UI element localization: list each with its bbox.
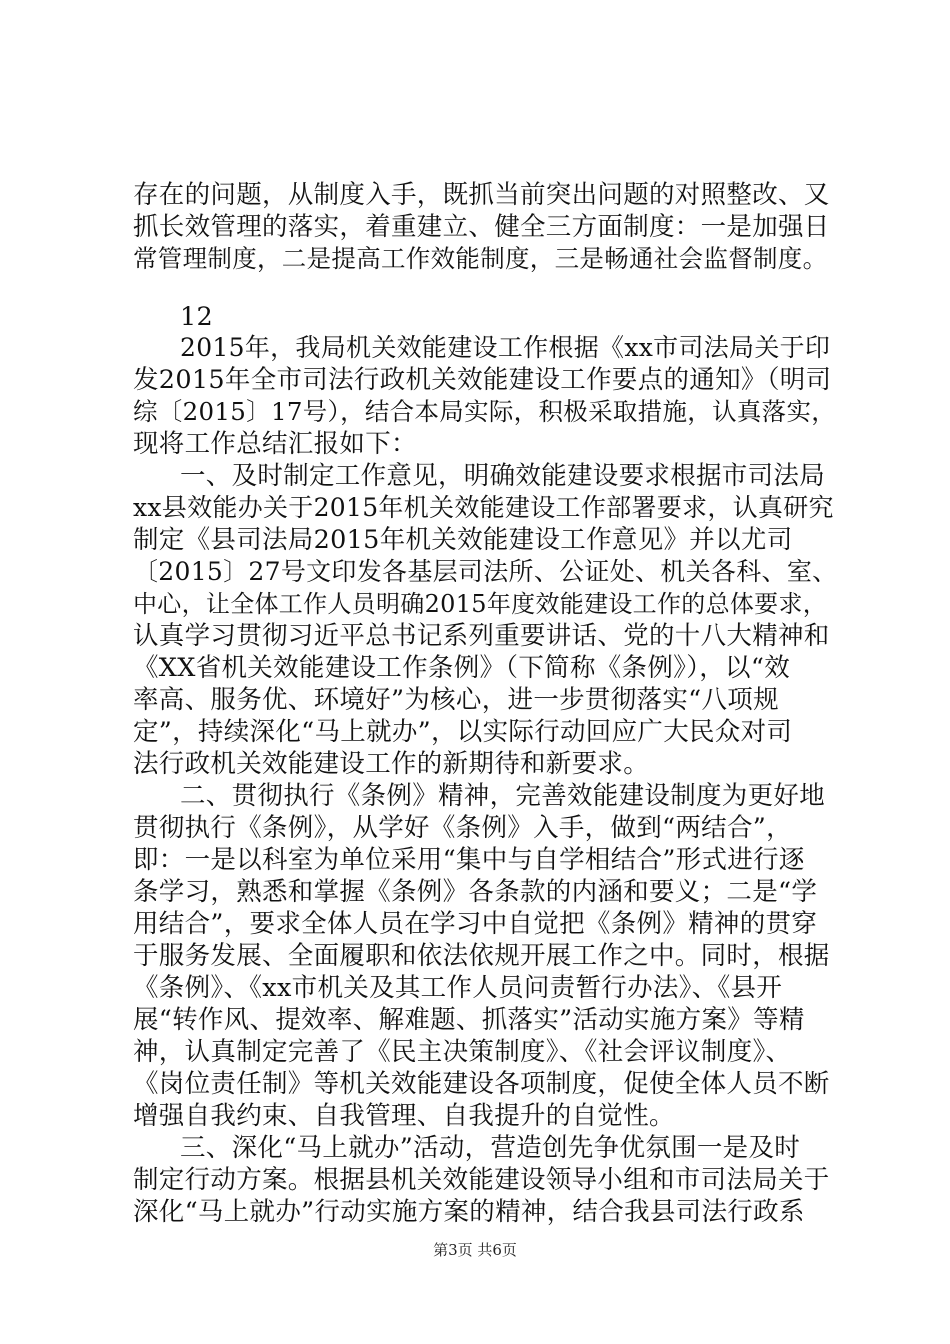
text-line: 条学习，熟悉和掌握《条例》各条款的内涵和要义；二是“学 [133, 877, 818, 907]
text-line: 贯彻执行《条例》，从学好《条例》入手，做到“两结合”， [133, 813, 792, 843]
text-line: 即：一是以科室为单位采用“集中与自学相结合”形式进行逐 [133, 845, 805, 875]
text-line: 用结合”，要求全体人员在学习中自觉把《条例》精神的贯穿 [133, 909, 818, 939]
text-line: 制定行动方案。根据县机关效能建设领导小组和市司法局关于 [133, 1165, 830, 1195]
text-line: 现将工作总结汇报如下： [133, 429, 417, 459]
text-line: 常管理制度，二是提高工作效能制度，三是畅通社会监督制度。 [133, 244, 828, 273]
text-line: 率高、服务优、环境好”为核心，进一步贯彻落实“八项规 [133, 685, 779, 715]
text-line: 法行政机关效能建设工作的新期待和新要求。 [133, 749, 650, 779]
text-line: 展“转作风、提效率、解难题、抓落实”活动实施方案》等精 [133, 1005, 805, 1035]
text-line: 发2015年全市司法行政机关效能建设工作要点的通知》（明司 [133, 365, 832, 395]
text-line: 神，认真制定完善了《民主决策制度》、《社会评议制度》、 [133, 1037, 792, 1067]
section-number: 12 [180, 302, 214, 332]
text-line: 抓长效管理的落实，着重建立、健全三方面制度：一是加强日 [133, 212, 830, 242]
text-line: 定”，持续深化“马上就办”，以实际行动回应广大民众对司 [133, 717, 793, 747]
text-line: 《岗位责任制》等机关效能建设各项制度，促使全体人员不断 [133, 1069, 830, 1099]
text-line: 深化“马上就办”行动实施方案的精神，结合我县司法行政系 [133, 1197, 805, 1227]
text-line: 《条例》、《xx市机关及其工作人员问责暂行办法》、《县开 [133, 973, 783, 1003]
text-line: 《XX省机关效能建设工作条例》（下简称《条例》），以“效 [133, 653, 790, 683]
text-line: 三、深化“马上就办”活动，营造创先争优氛围一是及时 [180, 1133, 801, 1163]
text-line: 一、及时制定工作意见，明确效能建设要求根据市司法局 [180, 461, 826, 491]
text-line: 增强自我约束、自我管理、自我提升的自觉性。 [133, 1101, 675, 1131]
text-line: xx县效能办关于2015年机关效能建设工作部署要求，认真研究 [133, 493, 834, 522]
text-line: 认真学习贯彻习近平总书记系列重要讲话、党的十八大精神和 [133, 621, 830, 651]
text-line: 中心，让全体工作人员明确2015年度效能建设工作的总体要求， [133, 590, 828, 618]
text-line: 制定《县司法局2015年机关效能建设工作意见》并以尤司 [133, 525, 793, 555]
text-line: 〔2015〕27号文印发各基层司法所、公证处、机关各科、室、 [133, 557, 838, 586]
text-line: 综〔2015〕17号），结合本局实际，积极采取措施，认真落实， [133, 397, 837, 426]
text-line: 存在的问题，从制度入手，既抓当前突出问题的对照整改、又 [133, 180, 830, 210]
text-line: 于服务发展、全面履职和依法依规开展工作之中。同时，根据 [133, 941, 830, 971]
text-line: 2015年，我局机关效能建设工作根据《xx市司法局关于印 [180, 333, 831, 362]
text-line: 二、贯彻执行《条例》精神，完善效能建设制度为更好地 [180, 781, 826, 811]
page-footer: 第3页 共6页 [433, 1241, 517, 1259]
